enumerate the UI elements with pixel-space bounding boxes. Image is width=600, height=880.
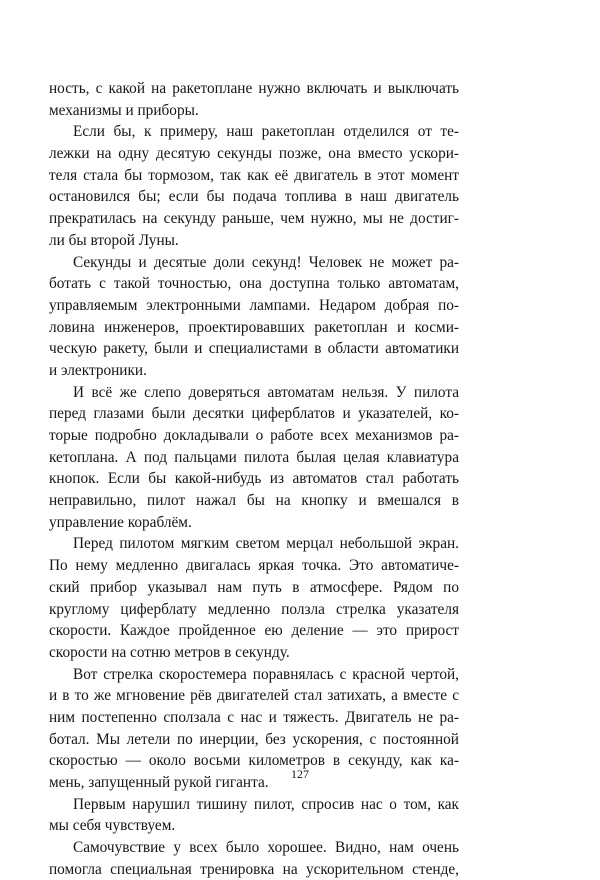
- text-line: Первым нарушил тишину пилот, спросив нас о том, как: [73, 795, 459, 813]
- text-line: Самочувствие у всех было хорошее. Видно, нам очень: [73, 839, 459, 857]
- text-line: И всё же слепо доверяться автоматам нельзя. У пилота: [73, 383, 459, 401]
- text-line: торые подробно докладывали о работе всех механизмов ра-: [49, 427, 459, 444]
- text-line: мень, запущенный рукой гиганта.: [49, 774, 269, 791]
- text-line: и в то же мгновение рёв двигателей стал затихать, а вместе с: [49, 687, 459, 705]
- text-line: По нему медленно двигалась яркая точка. Это автоматиче-: [49, 557, 459, 575]
- text-line: скорости. Каждое пройденное ею деление — это прирост: [49, 622, 459, 640]
- text-line: Вот стрелка скоростемера поравнялась с красной чертой,: [73, 665, 459, 683]
- paragraph: [49, 837, 459, 880]
- text-line: остановился бы; если бы подача топлива в наш двигатель: [49, 188, 459, 206]
- text-line: круглому циферблату медленно ползла стрелка указателя: [49, 600, 459, 618]
- text-line: перед глазами были десятки циферблатов и указателей, ко-: [49, 405, 459, 423]
- text-line: Перед пилотом мягким светом мерцал небольшой экран.: [73, 535, 459, 553]
- text-line: скоростью — около восьми километров в секунду, как ка-: [49, 752, 459, 770]
- text-line: кетоплана. А под пальцами пилота былая целая клавиатура: [49, 448, 459, 466]
- text-line: ним постепенно сползала с нас и тяжесть. Двигатель не ра-: [49, 708, 459, 726]
- text-line: теля стала бы тормозом, так как её двигатель в этот момент: [49, 166, 459, 184]
- paragraph: [49, 78, 459, 121]
- paragraph: [49, 533, 459, 663]
- text-line: кнопок. Если бы какой-нибудь из автоматов стал работать: [49, 470, 459, 488]
- text-line: и электроники.: [49, 361, 147, 379]
- text-line: прекратилась на секунду раньше, чем нужно, мы не достиг-: [49, 210, 459, 228]
- paragraph: [49, 794, 459, 837]
- text-line: ботать с такой точностью, она доступна только автоматам,: [49, 275, 459, 293]
- text-line: лежки на одну десятую секунды позже, она вместо ускори-: [49, 145, 459, 163]
- paragraph: [49, 382, 459, 534]
- text-line: мы себя чувствуем.: [49, 817, 176, 835]
- paragraph: [49, 121, 459, 251]
- text-line: помогла специальная тренировка на ускорительном стенде,: [49, 860, 459, 878]
- text-line: ческую ракету, были и специалистами в области автоматики: [49, 340, 459, 358]
- text-line: скорости на сотню метров в секунду.: [49, 643, 290, 661]
- text-line: неправильно, пилот нажал бы на кнопку и вмешался в: [49, 492, 459, 510]
- text-line: ность, с какой на ракетоплане нужно включать и выключать: [49, 80, 459, 97]
- paragraph: [49, 252, 459, 382]
- text-line: управление кораблём.: [49, 513, 192, 531]
- text-line: Секунды и десятые доли секунд! Человек не может ра-: [73, 253, 459, 271]
- text-line: механизмы и приборы.: [49, 101, 199, 119]
- text-line: ловина инженеров, проектировавших ракетоплан и косми-: [49, 318, 459, 336]
- page-number: 127: [291, 767, 309, 781]
- text-line: управляемым электронными лампами. Недаром добрая по-: [49, 296, 459, 314]
- text-line: ли бы второй Луны.: [49, 231, 179, 249]
- text-line: ботал. Мы летели по инерции, без ускорения, с постоянной: [49, 730, 459, 748]
- text-line: ский прибор указывал нам путь в атмосфере. Рядом по: [49, 578, 459, 596]
- text-line: Если бы, к примеру, наш ракетоплан отделился от те-: [73, 123, 459, 141]
- book-page-text: [49, 78, 459, 880]
